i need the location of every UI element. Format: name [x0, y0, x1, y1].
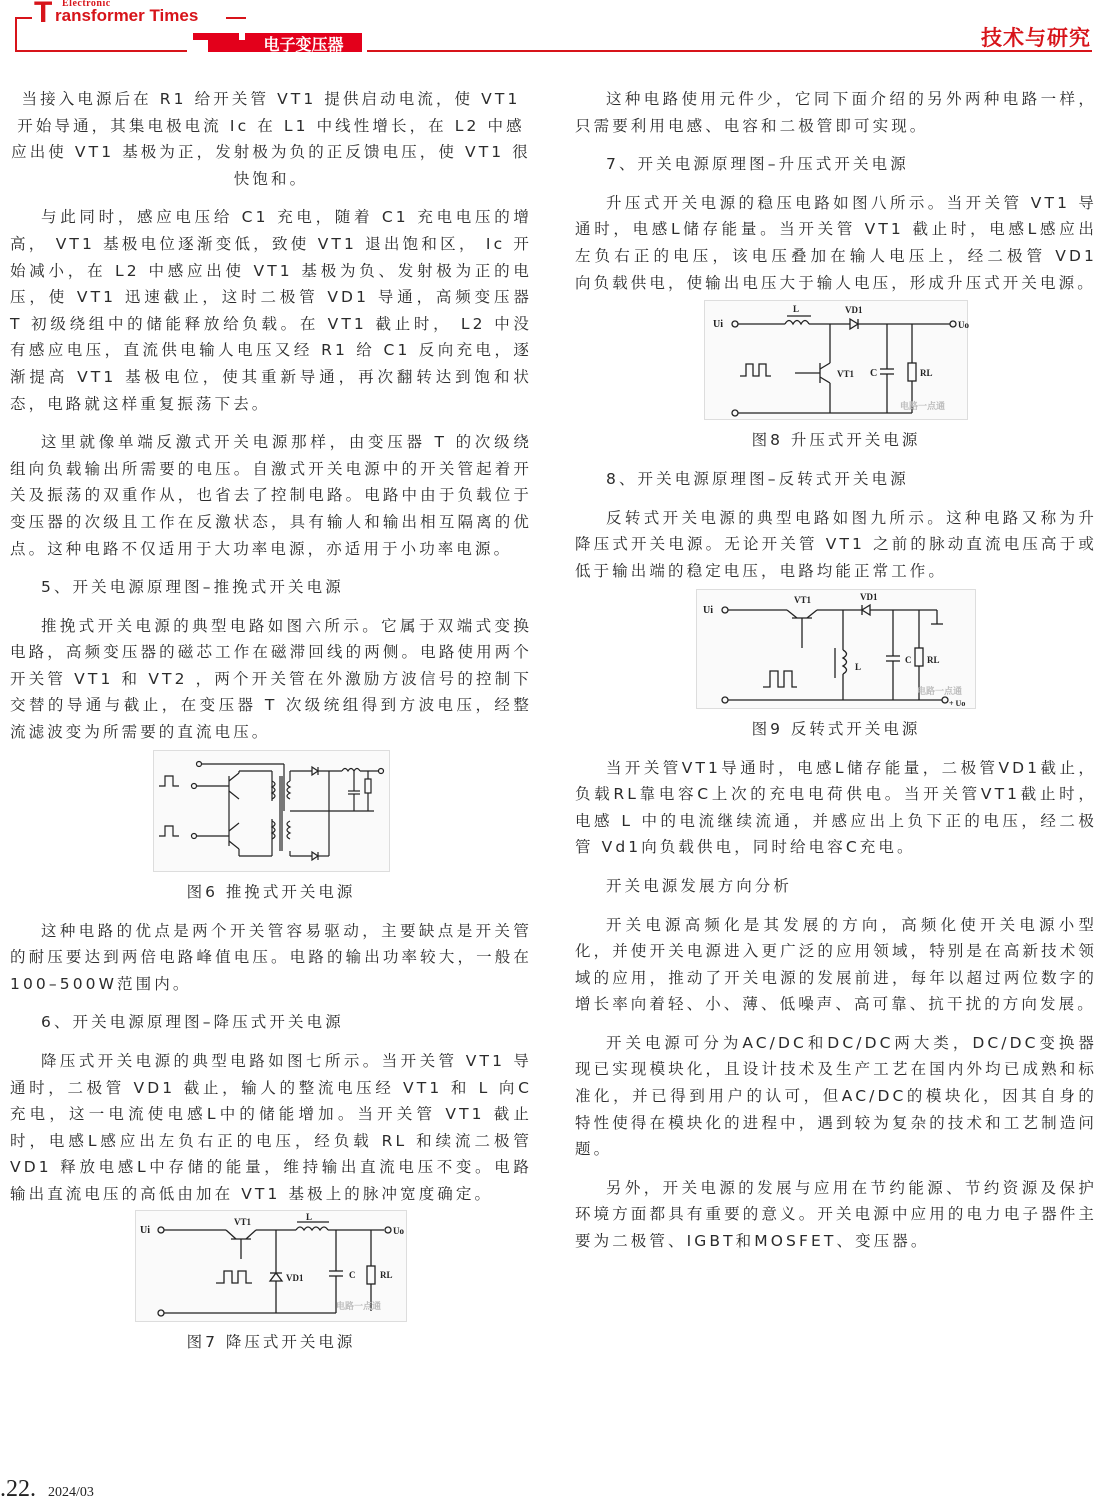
figure-8-boost: [704, 300, 968, 420]
paragraph: 开关电源高频化是其发展的方向，高频化使开关电源小型化，并使开关电源进入更广泛的应用领域，特别是在高新技术领域的应用，推动了开关电源的发展前进，每年以超过两位数字的增长率向着轻、小、薄、低噪声、高可靠、抗干扰的方向发展。: [575, 915, 1097, 1014]
paragraph: 反转式开关电源的典型电路如图九所示。这种电路又称为升降压式开关电源。无论开关管 VT1 之前的脉动直流电压高于或低于输出端的稳定电压，电路均能正常工作。: [575, 508, 1097, 580]
label-l: L: [855, 661, 862, 672]
subheading: 6、开关电源原理图–降压式开关电源: [41, 1013, 344, 1032]
paragraph: 这里就像单端反激式开关电源那样，由变压器 T 的次级绕组向负载输出所需要的电压。自激式开关电源中的开关管起着开关及振荡的双重作从，也省去了控制电路。电路中由于负载位于变压器的次级且工作在反激状态，具有输人和输出相互隔离的优点。这种电路不仅适用于大功率电源，亦适用于小功率电源。: [10, 433, 532, 558]
tag-decoration: [208, 40, 248, 52]
label-ui: Ui: [703, 604, 713, 616]
figure-6-push-pull: [153, 750, 390, 872]
label-l: L: [306, 1211, 313, 1222]
issue-date: 2024/03: [48, 1485, 94, 1500]
figure-9-inverting: [696, 589, 976, 709]
paragraph: 与此同时，感应电压给 C1 充电，随着 C1 充电电压的增高， VT1 基极电位逐渐变低，致使 VT1 退出饱和区， Ic 开始减小，在 L2 中感应出使 VT1 基极为负、发射极为正的电压，使 VT1 迅速截止，这时二极管 VD1 导通，高频变压器 T 初级绕组中的储能释放给负载。在 VT1 截止时， L2 中没有感应电压，直流供电输人电压又经 R1 给 C1 反向充电，逐渐提高 VT1 基极电位，使其重新导通，再次翻转达到饱和状态，电路就这样重复振荡下去。: [10, 208, 532, 413]
label-rl: RL: [380, 1269, 393, 1280]
page-number: .22.: [0, 1476, 36, 1502]
page-header: [0, 0, 1105, 60]
label-vd1: VD1: [845, 305, 863, 316]
paragraph: 升压式开关电源的稳压电路如图八所示。当开关管 VT1 导通时，电感L储存能量。当开关管 VT1 截止时，电感L感应出左负右正的电压，该电压叠加在输人电压上，经二极管 VD1 向负载供电，使输出电压大于输人电压，形成升压式开关电源。: [575, 193, 1097, 292]
section-title: 技术与研究: [981, 26, 1091, 50]
circuit-diagram: [154, 751, 389, 871]
subheading: 8、开关电源原理图–反转式开关电源: [606, 470, 909, 489]
header-rule-vertical: [15, 17, 17, 51]
label-c: C: [349, 1269, 356, 1280]
label-vd1: VD1: [860, 591, 878, 602]
watermark: 电路一点通: [900, 401, 946, 412]
label-ui: Ui: [713, 319, 723, 331]
paragraph: 降压式开关电源的典型电路如图七所示。当开关管 VT1 导通时，二极管 VD1 截止，输人的整流电压经 VT1 和 L 向C充电，这一电流使电感L中的储能增加。当开关管 VT1 截止时，电感L感应出左负右正的电压，经负载 RL 和续流二极管 VD1 释放电感L中存储的能量，维持输出直流电压不变。电路输出直流电压的高低由加在 VT1 基极上的脉冲宽度确定。: [10, 1052, 532, 1203]
paragraph: 推挽式开关电源的典型电路如图六所示。它属于双端式变换电路，高频变压器的磁芯工作在磁滞回线的两侧。电路使用两个开关管 VT1 和 VT2 ，两个开关管在外激励方波信号的控制下交替的导通与截止，在变压器 T 次级统组得到方波电压，经整流滤波变为所需要的直流电压。: [10, 616, 532, 742]
circuit-diagram: [697, 590, 975, 708]
figure-caption: 图7 降压式开关电源: [186, 1332, 356, 1351]
right-column: [575, 86, 1097, 1255]
label-uo: + Uo: [949, 698, 966, 708]
circuit-diagram: [705, 301, 967, 419]
paragraph: 开关电源可分为AC/DC和DC/DC两大类，DC/DC变换器现已实现模块化，且设计技术及生产工艺在国内外均已成熟和标准化，并已得到用户的认可，但AC/DC的模块化，因其自身的特性使得在模块化的进程中，遇到较为复杂的技术和工艺制造问题。: [575, 1033, 1097, 1159]
label-uo: Uo: [393, 1225, 404, 1236]
paragraph: 这种电路的优点是两个开关管容易驱动，主要缺点是开关管的耐压要达到两倍电路峰值电压。电路的输出功率较大，一般在 100–500W范围内。: [10, 921, 532, 993]
subheading: 5、开关电源原理图–推挽式开关电源: [41, 578, 344, 597]
circuit-diagram: [136, 1211, 406, 1321]
label-c: C: [905, 654, 912, 665]
label-vt1: VT1: [794, 594, 812, 605]
subheading: 7、开关电源原理图–升压式开关电源: [606, 155, 909, 174]
watermark: 电路一点通: [917, 685, 963, 696]
tag-decoration: [193, 33, 239, 40]
label-uo: Uo: [958, 320, 969, 331]
figure-caption: 图8 升压式开关电源: [751, 431, 921, 450]
logo-subtitle: Electronic: [62, 0, 111, 9]
figure-caption: 图9 反转式开关电源: [751, 719, 921, 738]
left-column: [10, 86, 532, 1352]
subheading: 开关电源发展方向分析: [606, 876, 793, 895]
paragraph: 这种电路使用元件少，它同下面介绍的另外两种电路一样，只需要利用电感、电容和二极管即可实现。: [575, 90, 1097, 135]
page-footer: [0, 1476, 94, 1503]
paragraph: 当接入电源后在 R1 给开关管 VT1 提供启动电流，使 VT1 开始导通，其集电极电流 Ic 在 L1 中线性增长，在 L2 中感应出使 VT1 基极为正，发射极为负的正反馈电压，使 VT1 很快饱和。: [11, 90, 531, 188]
label-rl: RL: [920, 368, 933, 379]
logo-dash-left: [16, 17, 32, 19]
paragraph: 当开关管VT1导通时，电感L储存能量，二极管VD1截止，负载RL靠电容C上次的充电电荷供电。当开关管VT1截止时，电感 L 中的电流继续流通，并感应出上负下正的电压，经二极管 Vd1向负载供电，同时给电容C充电。: [575, 758, 1097, 857]
watermark: 电路一点通: [336, 1300, 382, 1311]
label-ui: Ui: [140, 1224, 150, 1236]
label-l: L: [793, 304, 800, 315]
label-rl: RL: [927, 654, 940, 665]
label-vd1: VD1: [286, 1272, 304, 1283]
paragraph: 另外，开关电源的发展与应用在节约能源、节约资源及保护环境方面都具有重要的意义。开关电源中应用的电力电子器件主要为二极管、IGBT和MOSFET、变压器。: [575, 1178, 1097, 1251]
label-vt1: VT1: [234, 1216, 252, 1227]
label-c: C: [870, 368, 878, 380]
figure-caption: 图6 推挽式开关电源: [186, 882, 356, 901]
header-rule-left: [15, 50, 187, 52]
magazine-tag: 电子变压器: [245, 33, 362, 52]
logo-dash-right: [226, 17, 246, 19]
label-vt1: VT1: [837, 369, 855, 380]
figure-7-buck: [135, 1210, 407, 1322]
logo-letter: T: [34, 0, 53, 29]
logo-title: ransformer Times: [55, 6, 199, 25]
